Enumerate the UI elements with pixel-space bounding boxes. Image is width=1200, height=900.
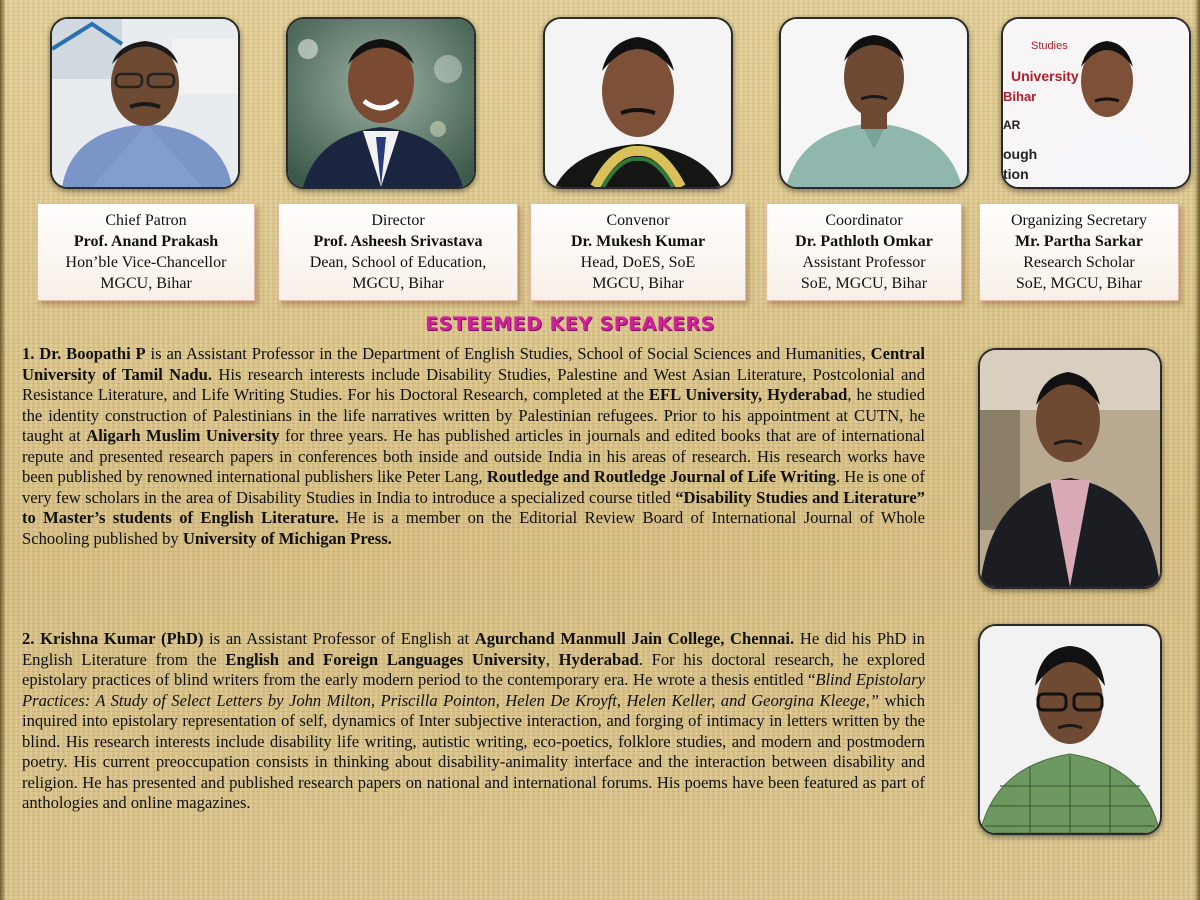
bio-text: His research interests include Disability Studies, Palestine and West Asian Literature, Postcolonial and Resistance Literature, and Life Writing Studies. For his Doctoral Research, completed at the	[22, 364, 925, 404]
bio-thesis-title: Blind Epistolary Practices: A Study of Select Letters by John Milton, Priscilla Pointon, Helen De Kroyft, Helen Keller, and Georgina Kleege,”	[22, 670, 925, 710]
bio-emphasis: University of Michigan Press.	[182, 528, 392, 548]
official-line2: SoE, MGCU, Bihar	[1015, 275, 1143, 292]
page-edge-left	[0, 0, 6, 900]
official-card-coordinator	[766, 203, 962, 301]
bio-text: . For his doctoral research, he explored epistolary practices of blind writers from the early modern period to the contemporary era. He wrote a thesis entitled “	[22, 649, 925, 689]
speaker-2-name: 2. Krishna Kumar (PhD)	[22, 629, 204, 648]
bio-text: for three years. He has published articles in journals and edited books that are of international repute and presented research papers in conferences both inside and outside India in his areas of research. His research works have been published by renowned international publishers like Peter Lang,	[22, 426, 925, 486]
official-name: Mr. Partha Sarkar	[1015, 233, 1143, 250]
bio-text: . He is one of very few scholars in the area of Disability Studies in India to introduce a specialized course titled	[22, 467, 925, 507]
official-card-organizing-secretary	[979, 203, 1179, 301]
banner-text-1: Studies	[1031, 40, 1068, 52]
bio-text: is an Assistant Professor of English at	[203, 629, 475, 648]
official-line1: Assistant Professor	[802, 254, 926, 271]
key-speakers-heading: ESTEEMED KEY SPEAKERS	[425, 313, 715, 335]
official-card-convenor	[530, 203, 746, 301]
official-role: Chief Patron	[105, 212, 187, 229]
bio-emphasis: Hyderabad	[558, 649, 639, 669]
official-line2: MGCU, Bihar	[352, 275, 444, 292]
official-role: Coordinator	[825, 212, 903, 229]
official-name: Dr. Pathloth Omkar	[795, 233, 933, 250]
banner-text-6: tion	[1003, 166, 1029, 182]
bio-emphasis: “Disability Studies and Literature” to Master’s students of English Literature.	[22, 487, 925, 527]
bio-emphasis: English and Foreign Languages University	[225, 649, 546, 669]
page-edge-right	[1194, 0, 1200, 900]
official-line2: SoE, MGCU, Bihar	[800, 275, 928, 292]
bio-text: He did his PhD in English Literature from the	[22, 629, 925, 669]
bio-text: , he studied the identity construction of Palestinians in the life narratives written by Palestinian refugees. Prior to his appointment at CUTN, he taught at	[22, 385, 926, 445]
official-card-chief-patron	[37, 203, 255, 301]
banner-text-2: University	[1011, 68, 1079, 84]
speaker-1-name: 1. Dr. Boopathi P	[22, 344, 146, 363]
official-line2: MGCU, Bihar	[592, 275, 684, 292]
official-role: Convenor	[606, 212, 670, 229]
official-line2: MGCU, Bihar	[100, 275, 192, 292]
bio-text: ,	[545, 649, 559, 669]
photo-director	[286, 17, 476, 189]
bio-emphasis: EFL University, Hyderabad	[648, 385, 848, 404]
official-line1: Research Scholar	[1023, 254, 1135, 271]
official-name: Dr. Mukesh Kumar	[570, 233, 706, 250]
banner-text-3: Bihar	[1003, 89, 1037, 104]
official-role: Organizing Secretary	[1010, 212, 1148, 229]
photo-organizing-secretary	[1001, 17, 1191, 189]
official-line1: Dean, School of Education,	[309, 254, 487, 271]
bio-text: He is a member on the Editorial Review Board of International Journal of Whole Schooling published by	[22, 508, 926, 548]
speaker-1-photo	[978, 348, 1162, 589]
bio-emphasis: Aligarh Muslim University	[86, 426, 280, 445]
banner-text-4: AR	[1003, 118, 1021, 132]
bio-emphasis: Central University of Tamil Nadu.	[22, 344, 925, 384]
speaker-2-bio	[22, 629, 925, 814]
bio-text: which inquired into epistolary representation of self, dynamics of Inter subjective interaction, and forging of intimacy in letters written by the blind. His research interests include disability life writing, autistic writing, eco-poetics, folklore studies, and modern and postmodern poetry. His current preoccupation consists in thinking about disability-animality interface and the interaction between disability and religion. He has presented and published research papers on national and international forums. His poems have been featured as part of anthologies and online magazines.	[22, 690, 925, 812]
photo-convenor	[543, 17, 733, 189]
official-card-director	[278, 203, 518, 301]
photo-chief-patron	[50, 17, 240, 189]
speaker-2-photo	[978, 624, 1162, 835]
bio-emphasis: Agurchand Manmull Jain College, Chennai.	[474, 629, 795, 648]
photo-coordinator	[779, 17, 969, 189]
bio-text: is an Assistant Professor in the Department of English Studies, School of Social Sciences and Humanities,	[145, 344, 871, 363]
official-role: Director	[371, 212, 425, 229]
official-name: Prof. Anand Prakash	[73, 233, 219, 250]
banner-text-5: ough	[1003, 146, 1038, 162]
official-name: Prof. Asheesh Srivastava	[313, 233, 483, 250]
speaker-1-bio	[22, 344, 925, 549]
bio-emphasis: Routledge and Routledge Journal of Life Writing	[486, 467, 836, 486]
official-line1: Hon’ble Vice-Chancellor	[65, 254, 227, 271]
official-line1: Head, DoES, SoE	[580, 254, 696, 271]
